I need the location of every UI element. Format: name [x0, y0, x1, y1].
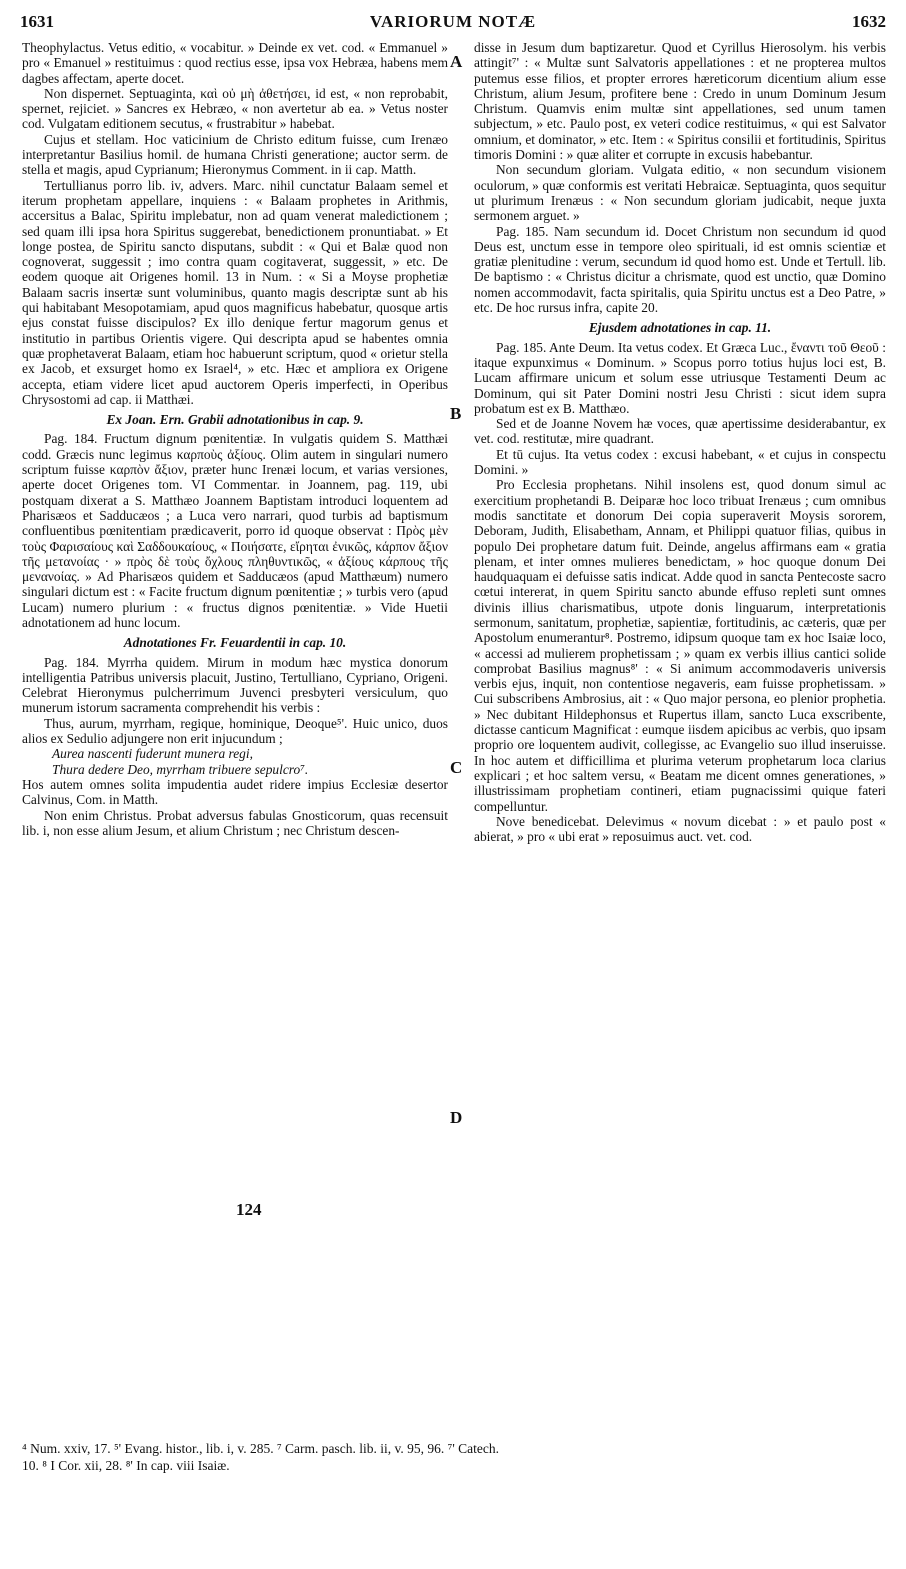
note-paragraph: Pro Ecclesia prophetans. Nihil insolens est, quod donum simul ac exercitium prophetandi B. Deiparæ hoc loco tribuat Irenæus ; cum omnibus modis sanctitate et donorum Dei copia superaverit Moysis sororem, Deboram, Judith, Elisabetham, Annam, et Philippi quatuor filias, quibus in populo Dei prophetare datum fuit. Deinde, angelus affirmans eam « gratia plenam, et inter omnes mulieres benedictam, » hoc quoque donum Dei haudquaquam ei defuisse satis indicat. Adde quod in sancta Pentecoste sacro cœtui intererat, in quem Spiritu sancto abunde effuso repleti sunt omnes divinis illius charismatibus, utpote donis linguarum, interpretationis sermonum, sanitatum, prophetiæ, sapientiæ, fortitudinis, ac cæteris, quæ per Apostolum enumerantur⁸. Postremo, idipsum quoque tam ex hoc Isaiæ loco, « accessi ad mulierem prophetissam ; » quam ex verbis illius cantici solide comprobat Basilius magnus⁸' : « Si animum accommodaveris universis verbis ejus, inquit, non contentiose negaveris, eam fuisse prophetissam. » Cui subscribens Ambrosius, ait : « Quo major persona, eo plenior prophetia. » Nec dubitant Hildephonsus et Rupertus illam, sancto Luca exscribente, dictasse canticum Magnificat : eumque iisdem apicibus ac verbis, quo ipsam proprio ore loquentem audivit, collegisse, ac Evangelio suo illud inseruisse. In hoc autem et difficillima et plurima veterum prophetarum loca clarius explicari ; et hoc saltem versu, « Beatam me dicent omnes generationes, » illustrissimam prophetiam contineri, etiam pugnacissimi quique fateri compelluntur.	[474, 477, 886, 814]
left-column	[22, 40, 448, 838]
margin-letter-b: B	[450, 404, 462, 423]
running-title: VARIORUM NOTÆ	[369, 12, 537, 31]
note-paragraph: Hos autem omnes solita impudentia audet ridere impius Ecclesiæ desertor Calvinus, Com. in Matth.	[22, 776, 448, 808]
note-paragraph: Nove benedicebat. Delevimus « novum dicebat : » et paulo post « abierat, » pro « ubi erat » reposuimus auct. vet. cod.	[474, 813, 886, 845]
note-paragraph: Cujus et stellam. Hoc vaticinium de Christo editum fuisse, cum Irenæo interpretantur Basilius homil. de humana Christi generatione; auctor serm. de stella et magis, apud Cyprianum; Hieronymus Comment. in ii cap. Matth.	[22, 131, 448, 178]
note-paragraph: Sed et de Joanne Novem hæ voces, quæ apertissime desiderabantur, ex vet. cod. restitutæ, mire quadrant.	[474, 416, 886, 447]
page-number-right: 1632	[852, 12, 886, 31]
section-heading: Ex Joan. Ern. Grabii adnotationibus in cap. 9.	[106, 412, 364, 428]
section-heading: Ejusdem adnotationes in cap. 11.	[588, 320, 772, 336]
verse-line: Aurea nascenti fuderunt munera regi,	[52, 746, 253, 762]
margin-letter-a: A	[450, 52, 463, 71]
note-paragraph: Pag. 185. Ante Deum. Ita vetus codex. Et Græca Luc., ἔναντι τοῦ Θεοῦ : itaque expunximus « Dominum. » Scopus porro totius hujus loci est, B. Lucam affirmare unicum et solum esse utriusque Testamenti Deum ac Dominum, qui sit Pater Domini nostri Jesu Christi : sicut idem supra probatum est ex B. Matthæo.	[474, 339, 886, 416]
note-paragraph: Non dispernet. Septuaginta, καὶ οὐ μὴ ἀθετήσει, id est, « non reprobabit, spernet, rejiciet. » Sancres ex Hebræo, « non avertetur ab ea. » Vetus noster cod. Vulgatam editionem secutus, « frustrabitur » habebat.	[22, 85, 448, 132]
signature-mark: 124	[236, 1200, 262, 1219]
note-paragraph: Pag. 184. Fructum dignum pœnitentiæ. In vulgatis quidem S. Matthæi codd. Græcis nunc legimus καρποὺς ἀξίους. Olim autem in singulari numero scriptum fuisse καρπὸν ἄξιον, præter hunc Irenæi locum, et varias versiones, aperte docet Origenes tom. VI Commentar. in Joannem, pag. 119, ubi postquam dixerat a S. Matthæo Joannem Baptistam introduci loquentem ad Pharisæos et Sadducæos ; a Luca vero narrari, quod turbis ad baptismum confluentibus pœnitentiam prædicaverit, porro id quoque observat : Πρὸς μὲν τοὺς Φαρισαίους καὶ Σαδδουκαίους, « Ποιήσατε, εἴρηται ἐνικῶς, κάρπον ἄξιον τῆς μετανοίας · » πρὸς δὲ τοὺς ὄχλους πληθυντικῶς, « ἀξίους κάρπους τῆς μενανοίας. » Ad Pharisæos quidem et Sadducæos (apud Matthæum) numero singulari dictum est : « Facite fructum dignum pœnitentiæ ; » turbis vero (apud Lucam) numero plurium : « fructus dignos pœnitentiæ. » Vide Huetii adnotationem ad hunc locum.	[22, 431, 448, 630]
note-paragraph: Et tū cujus. Ita vetus codex : excusi habebant, « et cujus in conspectu Domini. »	[474, 446, 886, 478]
margin-letter-c: C	[450, 758, 463, 777]
verse-line: Thura dedere Deo, myrrham tribuere sepulcro⁷.	[52, 761, 309, 777]
footnote-line: 10. ⁸ I Cor. xii, 28. ⁸' In cap. viii Isaiæ.	[22, 1458, 230, 1473]
note-paragraph: Non enim Christus. Probat adversus fabulas Gnosticorum, quas recensuit lib. i, non esse alium Jesum, et alium Christum ; nec Christum descen-	[22, 807, 448, 838]
note-paragraph: Tertullianus porro lib. iv, advers. Marc. nihil cunctatur Balaam semel et iterum prophetam appellare, inquiens : « Balaam prophetes in Arithmis, accersitus a Balac, Spiritu implebatur, non ad quam venerat maledictionem ; sed quam illi ipsa hora Spiritus suggerebat, benedictionem pronuntiabat. » Et longe postea, de Spiritu sancto disputans, subdit : « Qui et Balæ quod non cognoverat, suggessit ; imo contra quam cogitaverat, suggessit, » etc. De eodem quoque ait Origenes homil. 13 in Num. : « Si a Moyse prophetiæ Balaam sacris insertæ sunt voluminibus, quanto magis descriptæ sunt ab his qui habitabant Mesopotamiam, apud quos magnificus habebatur, quosque artis ejus constat fuisse discipulos? Ex illo denique fertur magorum genus et institutio in partibus Orientis vigere. Qui descripta apud se habentes omnia quæ prophetaverat Balaam, etiam hoc habuerunt scriptum, quod « orietur stella ex Jacob, et exsurget homo ex Israel⁴, » etc. Hæc et ampliora ex Origene accepta, etiam videre licet apud auctorem Operis imperfecti, in Operibus Chrysostomi ad cap. ii Matthæi.	[22, 177, 448, 407]
note-paragraph: disse in Jesum dum baptizaretur. Quod et Cyrillus Hierosolym. his verbis attingit⁷' : « Multæ sunt Salvatoris appellationes : et ne propterea multos putemus esse filios, et propter errores hæreticorum dicentium alium esse Christum, alium Jesum, profitere bene : Credo in unum Dominum Jesum Christum. Quamvis enim multæ sint appellationes, sed unum tamen subjectum, » etc. Paulo post, ex veteri codice restituimus, « qui est Salvator omnium, et dominator, » etc. Item : « Spiritus consilii et fortitudinis, Spiritus timoris Domini : » quæ aliter et corrupte in excusis habebantur.	[474, 40, 886, 163]
note-paragraph: Non secundum gloriam. Vulgata editio, « non secundum visionem oculorum, » quæ conformis est veritati Hebraicæ. Septuaginta, quos sequitur ut plurimum Irenæus : « Non secundum gloriam judicabit, neque juxta sermonem arguet. »	[474, 162, 886, 224]
note-paragraph: Theophylactus. Vetus editio, « vocabitur. » Deinde ex vet. cod. « Emmanuel » pro « Emanuel » restituimus : quod rectius esse, ipsa vox Hebræa, habens mem dagbes affectam, aperte docet.	[22, 40, 448, 86]
footnotes	[22, 1440, 888, 1474]
note-paragraph: Pag. 184. Myrrha quidem. Mirum in modum hæc mystica donorum intelligentia Patribus universis placuit, Justino, Tertulliano, Cypriano, Origeni. Celebrat Hieronymus pulcherrimum Juvenci presbyteri versiculum, quo munerum istorum sacramenta comprehendit his verbis :	[22, 654, 448, 716]
page-number-left: 1631	[20, 12, 54, 31]
margin-letter-d: D	[450, 1108, 463, 1127]
footnote-line: ⁴ Num. xxiv, 17. ⁵' Evang. histor., lib. i, v. 285. ⁷ Carm. pasch. lib. ii, v. 95, 96. ⁷' Catech.	[22, 1441, 500, 1456]
note-paragraph: Pag. 185. Nam secundum id. Docet Christum non secundum id quod Deus est, unctum esse in tempore oleo spirituali, id est omnis scientiæ et gratiæ plenitudine : verum, secundum id quod homo est. Unde et Tertull. lib. De baptismo : « Christus dicitur a chrismate, quod est unctio, quæ Domino nomen accommodavit, facta spiritalis, quia Spiritu unctus est a Deo Patre, » etc. De hoc rursus infra, capite 20.	[474, 223, 886, 316]
verse-line: Thus, aurum, myrrham, regique, hominique, Deoque⁵'. Huic unico, duos alios ex Sedulio adjungere non erit injucundum ;	[22, 715, 448, 747]
section-heading: Adnotationes Fr. Feuardentii in cap. 10.	[123, 635, 347, 651]
right-column	[474, 40, 886, 844]
page-header	[20, 12, 886, 36]
